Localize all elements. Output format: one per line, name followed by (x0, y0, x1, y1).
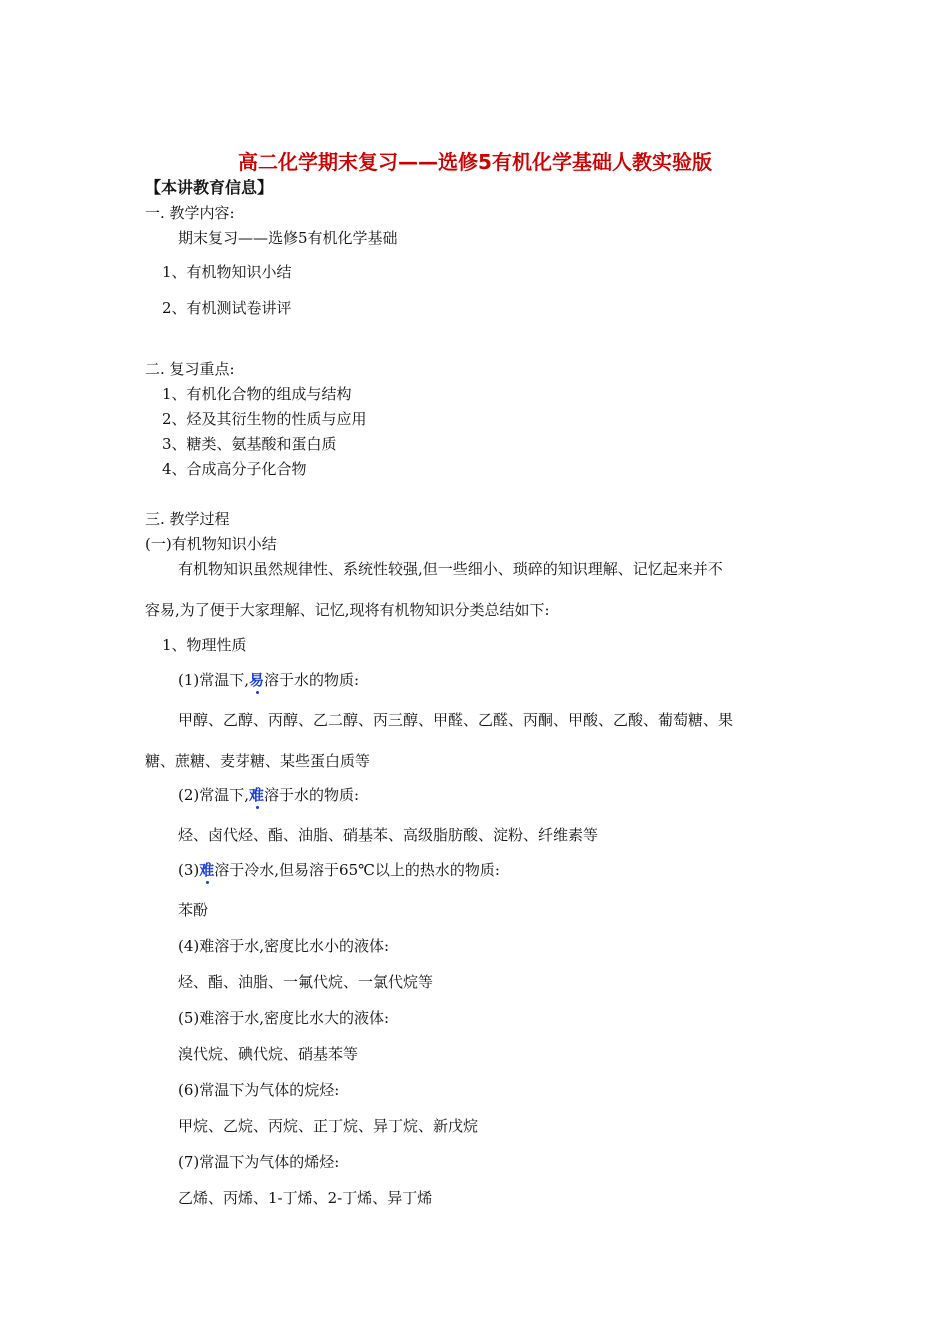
question-2 (178, 785, 359, 805)
s3-heading: 三. 教学过程 (145, 510, 230, 528)
question-4: (4)难溶于水,密度比水小的液体: (178, 937, 390, 955)
question-5: (5)难溶于水,密度比水大的液体: (178, 1009, 390, 1027)
question-1-prefix: (1)常温下, (178, 671, 250, 689)
document-title: 高二化学期末复习——选修5有机化学基础人教实验版 (238, 150, 712, 174)
answer-6: 甲烷、乙烷、丙烷、正丁烷、异丁烷、新戊烷 (178, 1117, 479, 1135)
answer-1-line-2: 糖、蔗糖、麦芽糖、某些蛋白质等 (145, 752, 371, 770)
question-3-prefix: (3) (178, 861, 200, 879)
s2-item: 2、烃及其衍生物的性质与应用 (162, 410, 367, 428)
intro-line-2: 容易,为了便于大家理解、记忆,现将有机物知识分类总结如下: (145, 601, 550, 619)
s2-item: 4、合成高分子化合物 (162, 460, 307, 478)
answer-4: 烃、酯、油脂、一氟代烷、一氯代烷等 (178, 973, 434, 991)
answer-2: 烃、卤代烃、酯、油脂、硝基苯、高级脂肪酸、淀粉、纤维素等 (178, 826, 599, 844)
question-2-prefix: (2)常温下, (178, 786, 250, 804)
question-7: (7)常温下为气体的烯烃: (178, 1153, 340, 1171)
s1-item: 2、有机测试卷讲评 (162, 299, 292, 317)
answer-3: 苯酚 (178, 901, 209, 919)
question-2-emphasis: 难 (249, 786, 265, 804)
question-2-suffix: 溶于水的物质: (264, 786, 360, 804)
s2-heading: 二. 复习重点: (145, 360, 235, 378)
answer-7: 乙烯、丙烯、1-丁烯、2-丁烯、异丁烯 (178, 1189, 433, 1207)
s3-sub: (一)有机物知识小结 (145, 535, 277, 553)
answer-1-line-1: 甲醇、乙醇、丙醇、乙二醇、丙三醇、甲醛、乙醛、丙酮、甲酸、乙酸、葡萄糖、果 (178, 711, 734, 729)
s1-heading: 一. 教学内容: (145, 204, 235, 222)
s1-item: 1、有机物知识小结 (162, 263, 292, 281)
physical-properties-heading: 1、物理性质 (162, 636, 247, 654)
intro-line-1: 有机物知识虽然规律性、系统性较强,但一些细小、琐碎的知识理解、记忆起来并不 (178, 560, 723, 578)
question-3-emphasis: 难 (199, 861, 215, 879)
question-6: (6)常温下为气体的烷烃: (178, 1081, 340, 1099)
question-1-suffix: 溶于水的物质: (264, 671, 360, 689)
section-header: 【本讲教育信息】 (145, 178, 274, 197)
question-3-suffix: 溶于冷水,但易溶于65℃以上的热水的物质: (214, 861, 500, 879)
s2-item: 1、有机化合物的组成与结构 (162, 385, 352, 403)
question-3 (178, 860, 500, 880)
answer-5: 溴代烷、碘代烷、硝基苯等 (178, 1045, 359, 1063)
s1-sub: 期末复习——选修5有机化学基础 (178, 229, 398, 247)
s2-item: 3、糖类、氨基酸和蛋白质 (162, 435, 337, 453)
question-1 (178, 670, 359, 690)
question-1-emphasis: 易 (249, 671, 265, 689)
